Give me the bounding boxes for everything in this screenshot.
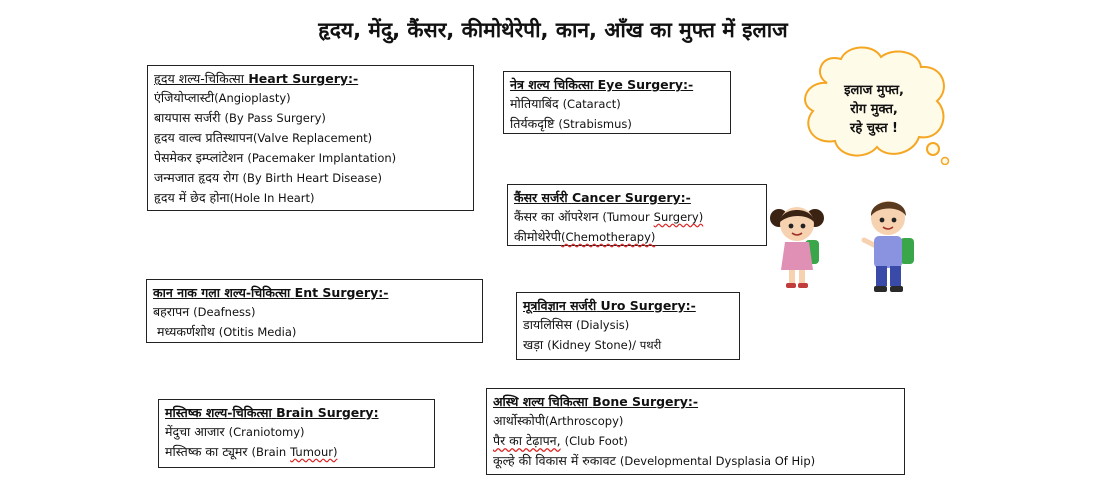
list-item: एंजियोप्लास्टी(Angioplasty) <box>154 90 291 105</box>
list-item: हृदय में छेद होना(Hole In Heart) <box>154 190 315 205</box>
heading-english: Brain Surgery: <box>276 405 379 420</box>
bone-surgery-heading <box>493 392 898 411</box>
list-item: हृदय वाल्व प्रतिस्थापन(Valve Replacement) <box>154 130 373 145</box>
heading-hindi: हृदय शल्य-चिकित्सा <box>154 71 244 86</box>
list-item: पैर का टेढ़ापन, (Club Foot) <box>493 433 628 448</box>
heading-english: Heart Surgery:- <box>248 71 359 86</box>
heading-english: Cancer Surgery:- <box>571 190 691 205</box>
eye-surgery-heading <box>510 75 724 94</box>
uro-surgery-box <box>516 292 740 360</box>
heading-hindi: नेत्र शल्य चिकित्सा <box>510 77 594 92</box>
brain-surgery-box <box>158 399 435 468</box>
heading-hindi: कैंसर सर्जरी <box>514 190 568 205</box>
list-item: कैंसर का ऑपरेशन (Tumour Surgery) <box>514 209 704 224</box>
boy-cartoon-icon <box>860 196 918 298</box>
page-title: हृदय, मेंदु, कैंसर, कीमोथेरेपी, कान, आँख का मुफ्त में इलाज <box>318 18 788 42</box>
list-item: मोतियाबिंद (Cataract) <box>510 96 621 111</box>
ent-surgery-box <box>146 279 483 343</box>
list-item: बहरापन (Deafness) <box>153 304 256 319</box>
list-item: खड़ा (Kidney Stone)/ पथरी <box>523 337 662 352</box>
ent-surgery-heading <box>153 283 476 302</box>
heading-english: Bone Surgery:- <box>592 394 699 409</box>
heading-english: Ent Surgery:- <box>294 285 389 300</box>
heading-english: Uro Surgery:- <box>600 298 696 313</box>
uro-surgery-heading <box>523 296 733 315</box>
brain-surgery-heading <box>165 403 428 422</box>
heart-surgery-box <box>147 65 474 211</box>
heading-hindi: मस्तिष्क शल्य-चिकित्सा <box>165 405 272 420</box>
bubble-text: इलाज मुफ्त, रोग मुक्त, रहे चुस्त ! <box>844 83 904 136</box>
list-item: तिर्यकदृष्टि (Strabismus) <box>510 116 632 131</box>
heart-surgery-heading <box>154 69 467 88</box>
bone-surgery-box <box>486 388 905 475</box>
list-item: पेसमेकर इम्प्लांटेशन (Pacemaker Implantation) <box>154 150 397 165</box>
heading-hindi: मूत्रविज्ञान सर्जरी <box>523 298 597 313</box>
list-item: डायलिसिस (Dialysis) <box>523 317 630 332</box>
cancer-surgery-box <box>507 184 767 246</box>
list-item: मेंदुचा आजार (Craniotomy) <box>165 424 305 439</box>
cancer-surgery-heading <box>514 188 760 207</box>
list-item: कूल्हे की विकास में रुकावट (Developmental Dysplasia Of Hip) <box>493 453 816 468</box>
heading-english: Eye Surgery:- <box>597 77 694 92</box>
list-item: मस्तिष्क का ट्यूमर (Brain Tumour) <box>165 444 338 459</box>
list-item: आर्थोस्कोपी(Arthroscopy) <box>493 413 624 428</box>
eye-surgery-box <box>503 71 731 134</box>
heading-hindi: अस्थि शल्य चिकित्सा <box>493 394 588 409</box>
list-item: जन्मजात हृदय रोग (By Birth Heart Disease) <box>154 170 382 185</box>
list-item: मध्यकर्णशोथ (Otitis Media) <box>156 324 297 339</box>
girl-cartoon-icon <box>767 200 827 292</box>
list-item: बायपास सर्जरी (By Pass Surgery) <box>154 110 326 125</box>
list-item: कीमोथेरेपी(Chemotherapy) <box>514 229 656 244</box>
heading-hindi: कान नाक गला शल्य-चिकित्सा <box>153 285 291 300</box>
